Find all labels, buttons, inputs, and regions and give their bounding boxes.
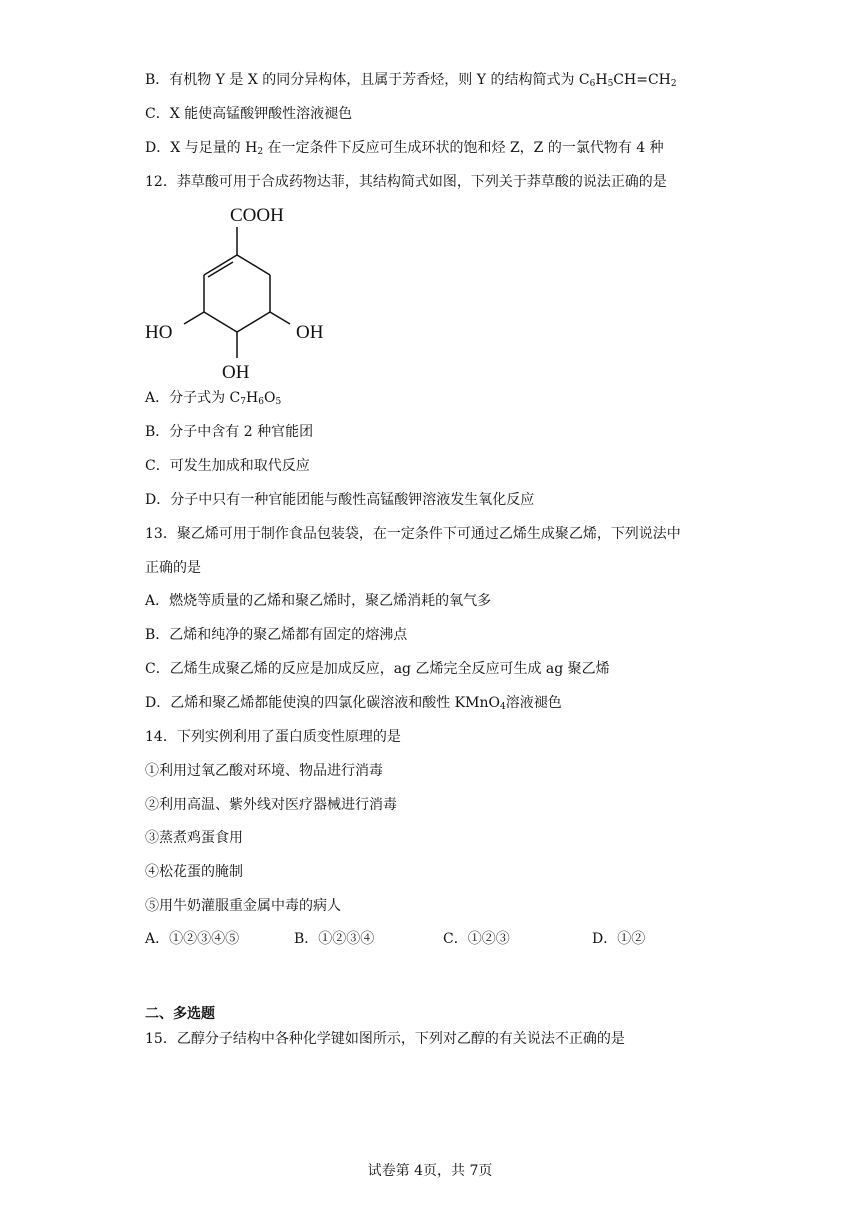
q12-option-a: A．分子式为 $C_7H_6O_5$ <box>145 390 282 407</box>
q14-option-d: D．①② <box>592 931 646 947</box>
cooh-label: COOH <box>230 205 284 226</box>
q12-option-d: D．分子中只有一种官能团能与酸性高锰酸钾溶液发生氧化反应 <box>145 492 535 508</box>
shikimic-acid-structure <box>140 200 350 385</box>
q14-item-2: ②利用高温、紫外线对医疗器械进行消毒 <box>145 797 397 813</box>
q14-item-3: ③蒸煮鸡蛋食用 <box>145 830 243 846</box>
q13-option-a: A．燃烧等质量的乙烯和聚乙烯时，聚乙烯消耗的氧气多 <box>145 593 492 609</box>
q13-stem-line1: 13．聚乙烯可用于制作食品包装袋，在一定条件下可通过乙烯生成聚乙烯，下列说法中 <box>145 526 681 542</box>
q14-item-1: ①利用过氧乙酸对环境、物品进行消毒 <box>145 763 383 779</box>
section-title: 二、多选题 <box>145 1006 215 1022</box>
q14-item-4: ④松花蛋的腌制 <box>145 864 243 880</box>
q13-option-d: D．乙烯和聚乙烯都能使溴的四氯化碳溶液和酸性 KMnO$_4$溶液褪色 <box>145 695 562 712</box>
q11-option-b: B．有机物 Y 是 X 的同分异构体，且属于芳香烃，则 Y 的结构简式为 $C_6H_5CH=CH_2$ <box>145 72 677 89</box>
q12-option-b: B．分子中含有 2 种官能团 <box>145 424 314 440</box>
q15-stem: 15．乙醇分子结构中各种化学键如图所示，下列对乙醇的有关说法不正确的是 <box>145 1031 625 1047</box>
q14-stem: 14．下列实例利用了蛋白质变性原理的是 <box>145 729 401 745</box>
q14-option-c: C．①②③ <box>443 931 510 947</box>
page-footer: 试卷第 4页，共 7页 <box>367 1163 493 1179</box>
q13-option-b: B．乙烯和纯净的聚乙烯都有固定的熔沸点 <box>145 627 408 643</box>
q12-option-c: C．可发生加成和取代反应 <box>145 458 310 474</box>
oh-right-label: OH <box>296 322 324 343</box>
q13-option-c: C．乙烯生成聚乙烯的反应是加成反应，ag 乙烯完全反应可生成 ag 聚乙烯 <box>145 661 610 677</box>
bond-ring-6 <box>237 312 270 332</box>
bond-ring-2 <box>237 255 270 275</box>
q14-option-b: B．①②③④ <box>294 931 375 947</box>
bond-ho-left <box>184 312 204 324</box>
q14-option-a: A．①②③④⑤ <box>145 931 240 947</box>
q11-option-c: C．X 能使高锰酸钾酸性溶液褪色 <box>145 106 353 122</box>
bond-ring-5 <box>204 312 237 332</box>
q13-stem-line2: 正确的是 <box>145 560 201 576</box>
oh-bottom-label: OH <box>222 362 250 383</box>
bond-oh-right <box>270 312 290 324</box>
q12-stem: 12．莽草酸可用于合成药物达菲，其结构简式如图，下列关于莽草酸的说法正确的是 <box>145 174 667 190</box>
bond-ring-1 <box>204 255 237 275</box>
q14-item-5: ⑤用牛奶灌服重金属中毒的病人 <box>145 898 341 914</box>
q11-option-d: D．X 与足量的 $H_2$ 在一定条件下反应可生成环状的饱和烃 Z，Z 的一氯代物有 4 种 <box>145 140 664 157</box>
ho-left-label: HO <box>145 322 173 343</box>
